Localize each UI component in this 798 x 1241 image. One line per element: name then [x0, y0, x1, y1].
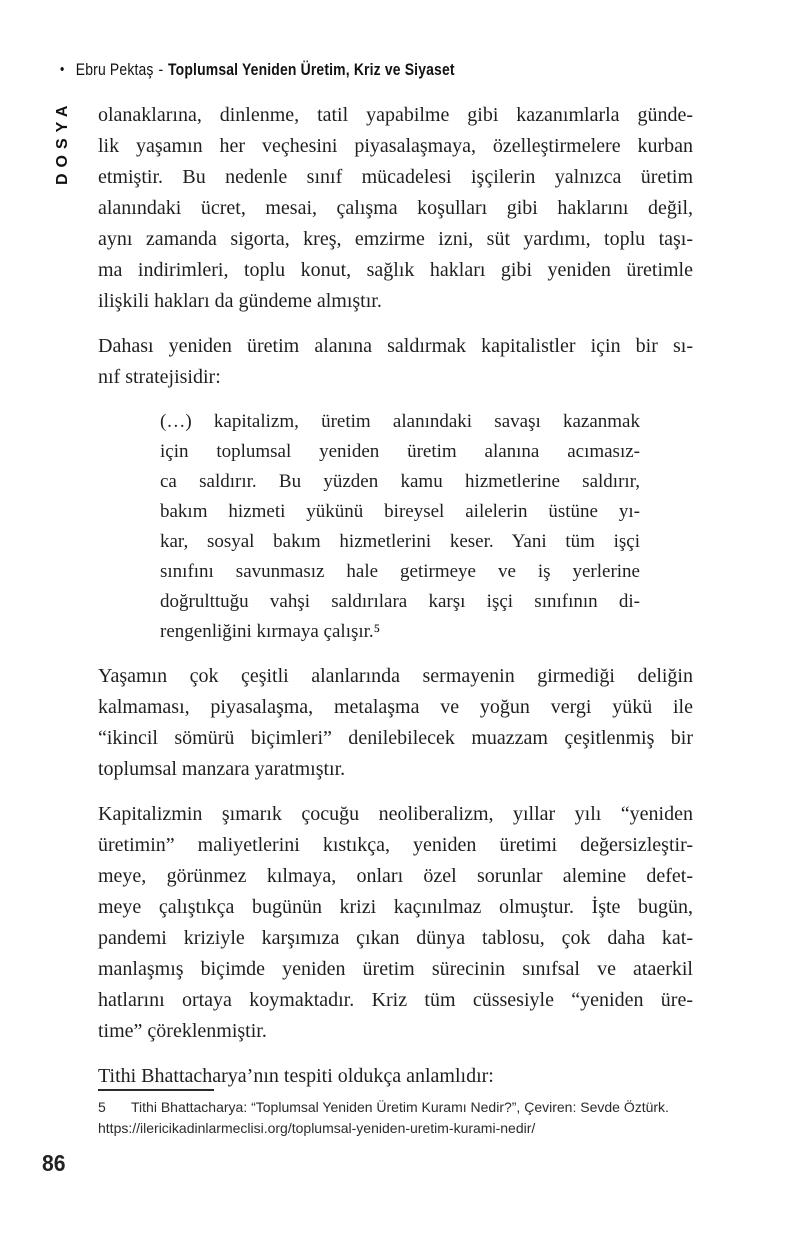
text-line: ma indirimleri, toplu konut, sağlık hakları gibi yeniden üretimle — [98, 259, 693, 281]
text-line: ilişkili hakları da gündeme almıştır. — [98, 290, 382, 312]
paragraph — [98, 661, 693, 785]
text-line: kalmaması, piyasalaşma, metalaşma ve yoğun vergi yükü ile — [98, 696, 693, 718]
paragraph — [98, 1061, 693, 1092]
text-line: Yaşamın çok çeşitli alanlarında sermayenin girmediği deliğin — [98, 665, 693, 687]
text-line: alanındaki ücret, mesai, çalışma koşulları gibi haklarını değil, — [98, 197, 693, 219]
text-line: rengenliğini kırmaya çalışır.⁵ — [160, 621, 381, 642]
text-line: pandemi kriziyle karşımıza çıkan dünya tablosu, çok daha kat- — [98, 927, 693, 949]
paragraph — [98, 331, 693, 393]
footnote-separator — [98, 1089, 214, 1091]
header-author: Ebru Pektaş — [75, 60, 154, 79]
section-label-vertical: DOSYA — [54, 99, 71, 185]
text-line: üretimin” maliyetlerini kıstıkça, yeniden üretimi değersizleştir- — [98, 834, 693, 856]
text-line: lik yaşamın her veçhesini piyasalaşmaya, özelleştirmelere kurban — [98, 135, 693, 157]
body-text — [98, 100, 693, 1106]
text-line: Kapitalizmin şımarık çocuğu neoliberalizm, yıllar yılı “yeniden — [98, 803, 693, 825]
text-line: etmiştir. Bu nedenle sınıf mücadelesi işçilerin yalnızca üretim — [98, 166, 693, 188]
text-line: “ikincil sömürü biçimleri” denilebilecek muazzam çeşitlenmiş bir — [98, 727, 693, 749]
text-line: manlaşmış biçimde yeniden üretim sürecinin sınıfsal ve ataerkil — [98, 958, 693, 980]
running-header — [60, 60, 455, 81]
header-separator: - — [158, 60, 164, 79]
text-line: nıf stratejisidir: — [98, 366, 221, 388]
footnote-text: Tithi Bhattacharya: “Toplumsal Yeniden Üretim Kuramı Nedir?”, Çeviren: Sevde Öztürk. — [131, 1099, 669, 1115]
footnote-marker: 5 — [98, 1099, 106, 1115]
bullet-icon: • — [60, 61, 65, 78]
text-line: Tithi Bhattacharya’nın tespiti oldukça anlamlıdır: — [98, 1065, 494, 1087]
header-book-title: Toplumsal Yeniden Üretim, Kriz ve Siyaset — [168, 60, 455, 79]
text-line: time” çöreklenmiştir. — [98, 1020, 267, 1042]
text-line: ca saldırır. Bu yüzden kamu hizmetlerine saldırır, — [160, 471, 640, 492]
footnote-url: https://ilericikadinlarmeclisi.org/toplumsal-yeniden-uretim-kurami-nedir/ — [98, 1120, 536, 1136]
footnote — [98, 1097, 710, 1139]
paragraph — [98, 799, 693, 1047]
block-quote — [160, 407, 640, 647]
text-line: meye, görünmez kılmaya, onları özel sorunlar alemine defet- — [98, 865, 693, 887]
text-line: olanaklarına, dinlenme, tatil yapabilme gibi kazanımlarla günde- — [98, 104, 693, 126]
text-line: Dahası yeniden üretim alanına saldırmak kapitalistler için bir sı- — [98, 335, 693, 357]
paragraph — [98, 100, 693, 317]
text-line: (…) kapitalizm, üretim alanındaki savaşı kazanmak — [160, 411, 640, 432]
text-line: doğrulttuğu vahşi saldırılara karşı işçi sınıfının di- — [160, 591, 640, 612]
text-line: hatlarını ortaya koymaktadır. Kriz tüm cüssesiyle “yeniden üre- — [98, 989, 693, 1011]
text-line: aynı zamanda sigorta, kreş, emzirme izni, süt yardımı, toplu taşı- — [98, 228, 693, 250]
text-line: meye çalıştıkça bugünün krizi kaçınılmaz olmuştur. İşte bugün, — [98, 896, 693, 918]
text-line: bakım hizmeti yükünü bireysel ailelerin üstüne yı- — [160, 501, 640, 522]
text-line: için toplumsal yeniden üretim alanına acımasız- — [160, 441, 640, 462]
text-line: kar, sosyal bakım hizmetlerini keser. Yani tüm işçi — [160, 531, 640, 552]
text-line: toplumsal manzara yaratmıştır. — [98, 758, 346, 780]
text-line: sınıfını savunmasız hale getirmeye ve iş yerlerine — [160, 561, 640, 582]
page-number: 86 — [42, 1150, 66, 1176]
